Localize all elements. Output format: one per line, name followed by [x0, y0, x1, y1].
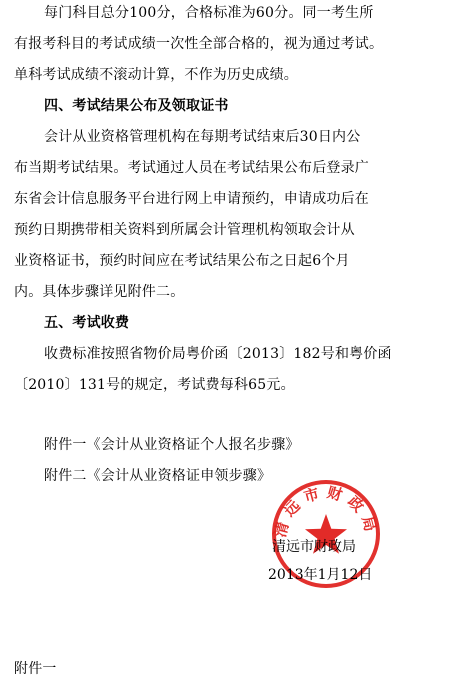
signature-date: 2013年1月12日 — [268, 567, 373, 583]
attachment-label: 附件一 — [14, 661, 57, 677]
section-4-line-3: 东省会计信息服务平台进行网上申请预约，申请成功后在 — [14, 191, 369, 207]
attachment-1: 附件一《会计从业资格证个人报名步骤》 — [44, 437, 300, 453]
section-5-line-2: 〔2010〕131号的规定，考试费每科65元。 — [14, 377, 295, 393]
section-4-line-6: 内。具体步骤详见附件二。 — [14, 284, 185, 300]
signature-organization: 清远市财政局 — [272, 539, 356, 555]
svg-text:清远市财政局: 清远市财政局 — [271, 483, 381, 540]
section-5-heading: 五、考试收费 — [44, 315, 130, 331]
section-4-line-5: 业资格证书，预约时间应在考试结果公布之日起6个月 — [14, 253, 350, 269]
intro-line-3: 单科考试成绩不滚动计算，不作为历史成绩。 — [14, 67, 298, 83]
intro-line-1: 每门科目总分100分，合格标准为60分。同一考生所 — [44, 5, 374, 21]
section-4-line-1: 会计从业资格管理机构在每期考试结束后30日内公 — [44, 129, 361, 145]
intro-line-2: 有报考科目的考试成绩一次性全部合格的，视为通过考试。 — [14, 36, 384, 52]
section-5-line-1: 收费标准按照省物价局粤价函〔2013〕182号和粤价函 — [44, 346, 392, 362]
section-4-heading: 四、考试结果公布及领取证书 — [44, 98, 229, 114]
attachment-2: 附件二《会计从业资格证申领步骤》 — [44, 468, 272, 484]
section-4-line-4: 预约日期携带相关资料到所属会计管理机构领取会计从 — [14, 222, 355, 238]
section-4-line-2: 布当期考试结果。考试通过人员在考试结果公布后登录广 — [14, 160, 369, 176]
